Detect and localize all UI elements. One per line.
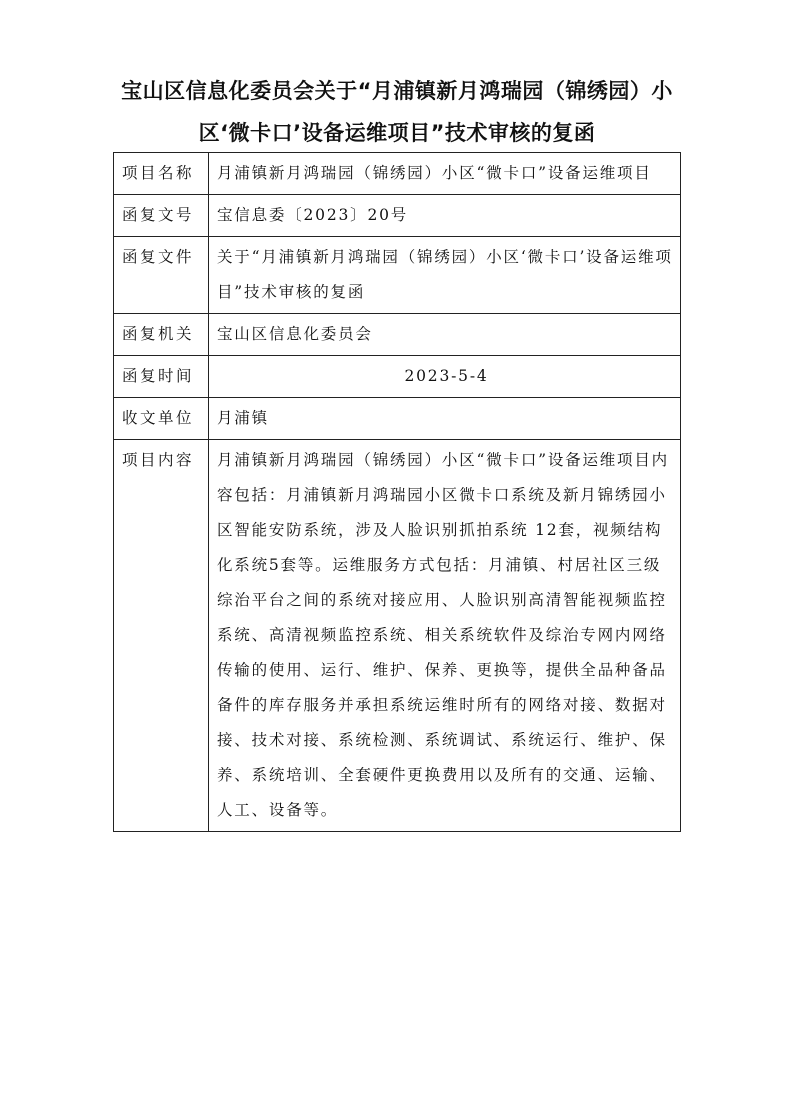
label-project-content: 项目内容 xyxy=(114,440,209,832)
title-line-1: 宝山区信息化委员会关于“月浦镇新月鸿瑞园（锦绣园）小 xyxy=(121,79,673,103)
table-row-project-name xyxy=(114,153,681,195)
value-reply-number: 宝信息委〔2023〕20号 xyxy=(209,195,681,237)
value-receiving-unit: 月浦镇 xyxy=(209,398,681,440)
table-row-reply-date xyxy=(114,356,681,398)
value-project-content: 月浦镇新月鸿瑞园（锦绣园）小区“微卡口”设备运维项目内容包括：月浦镇新月鸿瑞园小区微卡口系统及新月锦绣园小区智能安防系统，涉及人脸识别抓拍系统 12套，视频结构化系统5套等。运维服务方式包括：月浦镇、村居社区三级综治平台之间的系统对接应用、人脸识别高清智能视频监控系统、高清视频监控系统、相关系统软件及综治专网内网络传输的使用、运行、维护、保养、更换等，提供全品种备品备件的库存服务并承担系统运维时所有的网络对接、数据对接、技术对接、系统检测、系统调试、系统运行、维护、保养、系统培训、全套硬件更换费用以及所有的交通、运输、人工、设备等。 xyxy=(209,440,681,832)
value-project-name: 月浦镇新月鸿瑞园（锦绣园）小区“微卡口”设备运维项目 xyxy=(209,153,681,195)
table-row-reply-authority xyxy=(114,314,681,356)
label-reply-document: 函复文件 xyxy=(114,237,209,314)
label-reply-number: 函复文号 xyxy=(114,195,209,237)
label-project-name: 项目名称 xyxy=(114,153,209,195)
label-reply-date: 函复时间 xyxy=(114,356,209,398)
table-row-project-content xyxy=(114,440,681,832)
label-receiving-unit: 收文单位 xyxy=(114,398,209,440)
table-row-reply-document xyxy=(114,237,681,314)
value-reply-authority: 宝山区信息化委员会 xyxy=(209,314,681,356)
document-title xyxy=(60,70,734,154)
title-line-2: 区‘微卡口’设备运维项目”技术审核的复函 xyxy=(198,121,596,145)
value-reply-date: 2023-5-4 xyxy=(209,356,681,398)
value-reply-document: 关于“月浦镇新月鸿瑞园（锦绣园）小区‘微卡口’设备运维项目”技术审核的复函 xyxy=(209,237,681,314)
info-table xyxy=(113,152,681,832)
table-row-reply-number xyxy=(114,195,681,237)
table-row-receiving-unit xyxy=(114,398,681,440)
label-reply-authority: 函复机关 xyxy=(114,314,209,356)
